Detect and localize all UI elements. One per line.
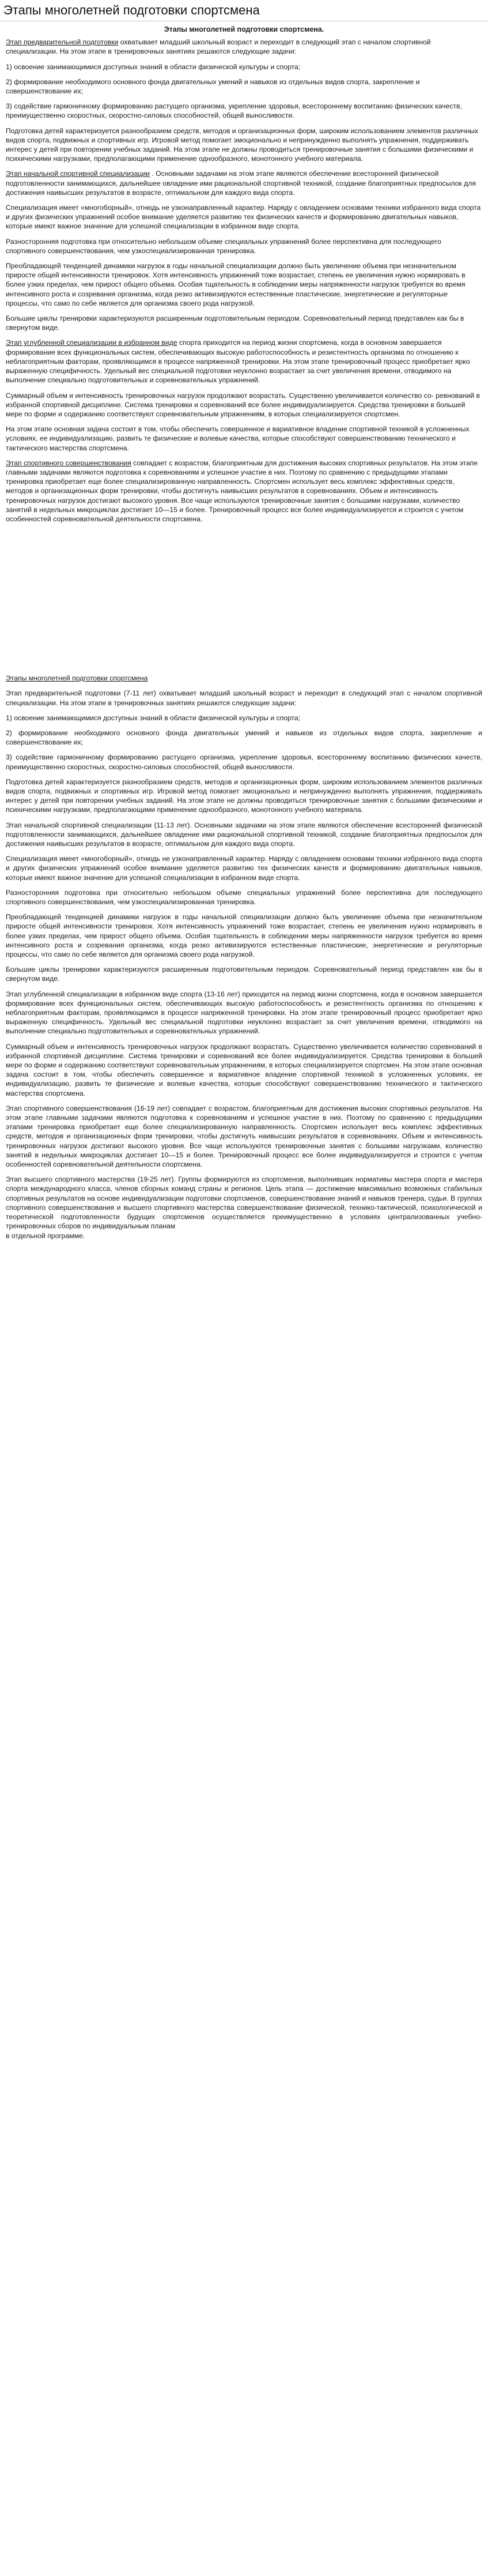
paragraph-load-dynamics: Преобладающей тенденцией динамики нагрузок в годы начальной специализации должно быть увеличение объема при незначительном приросте общей интенсивности тренировок. Хотя интенсивность упражнений тоже возрастает, степень ее увеличения нужно нормировать в более узких пределах, чем прирост общего объема. Особая тщательность в соблюдении меры напряженности нагрузок требуется во время интенсивного роста и созревания организма, когда резко активизируются естественные пластические, энергетические и регуляторные процессы, что само по себе является для организма своего рода нагрузкой.	[6, 262, 466, 307]
s2-task-item-3: 3) содействие гармоничному формированию растущего организма, укрепление здоровья, всестороннему воспитанию физических качеств, преимущественно скоростных, скоростно-силовых способностей, общей выносливости.	[6, 753, 482, 771]
section2-heading: Этапы многолетней подготовки спортсмена	[6, 674, 148, 683]
paragraph-preliminary-stage	[6, 37, 482, 56]
s2-paragraph-cycles: Большие циклы тренировки характеризуются расширенным подготовительным периодом. Соревновательный период представлен как бы в свернутом виде.	[6, 965, 482, 983]
s2-paragraph-children-training: Подготовка детей характеризуется разнообразием средств, методов и организационных форм, широким использованием элементов различных видов спорта, подвижных и спортивных игр. Игровой метод помогает эмоционально и непринужденно выполнять упражнения, поддерживать интерес у детей при повторении учебных заданий. На этом этапе не должны проводиться тренировочные занятия с большими физическими и психическими нагрузками, предполагающими применение однообразного, монотонного учебного материала.	[6, 777, 482, 814]
paragraph-initial-specialization	[6, 169, 482, 197]
s2-paragraph-improvement: Этап спортивного совершенствования (16-19 лет) совпадает с возрастом, благоприятным для достижения высоких спортивных результатов. На этом этапе главными задачами являются подготовка к соревнованиям и успешное участие в них. Поэтому по сравнению с предыдущими этапами тренировка приобретает еще более специализированную направленность. Спортсмен использует весь комплекс эффективных средств, методов и организационных форм тренировки, чтобы достигнуть наивысших результатов в соревнованиях. Объем и интенсивность тренировочных нагрузок достигают высокого уровня. Все чаще используются тренировочные занятия с большими нагрузками, количество занятий в недельных микроциклах достигает 10—15 и более. Тренировочный процесс все более индивидуализируется и строится с учетом особенностей соревновательной деятельности спортсмена.	[6, 1104, 482, 1169]
task-item-2: 2) формирование необходимого основного фонда двигательных умений и навыков из отдельных видов спорта, закрепление и совершенствование их;	[6, 77, 420, 96]
paragraph-text: . Основными задачами на этом этапе являются обеспечение всесторонней физической подготовленности занимающихся, дальнейшее овладение ими рациональной спортивной техникой, создание благоприятных предпосылок для достижения наивысших результатов в возрасте, оптимальном для каждого вида спорта.	[6, 170, 476, 197]
page-title: Этапы многолетней подготовки спортсмена	[0, 0, 488, 21]
blank-space	[6, 529, 482, 674]
s2-paragraph-mastery: Этап высшего спортивного мастерства (19-25 лет). Группы формируются из спортсменов, выполнивших нормативы мастера спорта и мастера спорта международного класса, членов сборных команд страны и регионов. Цель этапа — достижение максимально возможных стабильных спортивных результатов на основе индивидуализации подготовки спортсменов, совершенствование знаний и навыков тренера, судьи. В группах спортивного совершенствования и высшего спортивного мастерства совершенствование физической, технико-тактической, психологической и теоретической подготовленности будущих спортсменов осуществляется преимущественно в условиях централизованных учебно-тренировочных сборов по индивидуальным планам	[6, 1175, 482, 1231]
article-body	[0, 21, 488, 1252]
task-item-3: 3) содействие гармоничному формированию растущего организма, укрепление здоровья, всестороннему воспитанию физических качеств, преимущественно скоростных, скоростно-силовых способностей, общей выносливости.	[6, 102, 462, 120]
paragraph-training-cycles: Большие циклы тренировки характеризуются расширенным подготовительным периодом. Соревновательный период представлен как бы в свернутом виде.	[6, 314, 464, 332]
s2-paragraph-initial: Этап начальной спортивной специализации (11-13 лет). Основными задачами на этом этапе являются обеспечение всесторонней физической подготовленности занимающихся, дальнейшее овладение ими рациональной спортивной техникой, создание благоприятных предпосылок для достижения наивысших результатов в возрасте, оптимальном для каждого вида спорта.	[6, 821, 482, 848]
stage-name-deep: Этап углубленной специализации в избранном виде	[6, 339, 177, 347]
paragraph-text: совпадает с возрастом, благоприятным для достижения высоких спортивных результатов. На этом этапе главными задачами являются подготовка к соревнованиям и успешное участие в них. Поэтому по сравнению с предыдущими этапами тренировка приобретает еще более специализированную направленность. Спортсмен использует весь комплекс эффективных средств, методов и организационных форм тренировки, чтобы достигнуть наивысших результатов в соревнованиях. Объем и интенсивность тренировочных нагрузок достигают высокого уровня. Все чаще используются тренировочные занятия с большими нагрузками, количество занятий в недельных микроциклах достигает 10—15 и более. Тренировочный процесс все более индивидуализируется и строится с учетом особенностей соревновательной деятельности спортсмена.	[6, 458, 478, 523]
s2-paragraph-diverse: Разносторонняя подготовка при относительно небольшом объеме специальных упражнений более перспективна для последующего спортивного совершенствования, чем узкоспециализированная тренировка.	[6, 888, 482, 906]
paragraph-sport-improvement	[6, 458, 482, 524]
paragraph-main-task: На этом этапе основная задача состоит в том, чтобы обеспечить совершенное и вариативное владение спортивной техникой в усложненных условиях, ее индивидуализацию, развить те физические и волевые качества, которые способствуют совершенствованию технического и тактического мастерства спортсмена.	[6, 425, 470, 452]
s2-paragraph-deep: Этап углубленной специализации в избранном виде спорта (13-16 лет) приходится на период жизни спортсмена, когда в основном завершается формирование всех функциональных систем, обеспечивающих высокую работоспособность и резистентность организма по отношению к неблагоприятным факторам, проявляющимся в процессе напряженной тренировки. На этом этапе тренировочный процесс приобретает ярко выраженную специфичность. Удельный вес специальной подготовки неуклонно возрастает за счет увеличения времени, отводимого на выполнение специально подготовительных и соревновательных упражнений.	[6, 990, 482, 1036]
s2-paragraph-preliminary: Этап предварительной подготовки (7-11 лет) охватывает младший школьный возраст и переходит в следующий этап с началом спортивной специализации. На этом этапе в тренировочных занятиях решаются следующие задачи:	[6, 689, 482, 707]
paragraph-deep-specialization	[6, 338, 482, 385]
stage-name-preliminary: Этап предварительной подготовки	[6, 38, 119, 47]
stage-name-improvement: Этап спортивного совершенствования	[6, 458, 131, 467]
paragraph-text: спорта приходится на период жизни спортсмена, когда в основном завершается формирование всех функциональных систем, обеспечивающих высокую работоспособность и резистентность организма по отношению к неблагоприятным факторам, проявляющимся в процессе напряженной тренировки. На этом этапе тренировочный процесс приобретает ярко выраженную специфичность. Удельный вес специальной подготовки неуклонно возрастает за счет увеличения времени, отводимого на выполнение специально подготовительных и соревновательных упражнений.	[6, 339, 470, 385]
s2-task-item-2: 2) формирование необходимого основного фонда двигательных умений и навыков из отдельных видов спорта, закрепление и совершенствование их;	[6, 728, 482, 747]
s2-paragraph-load-dynamics: Преобладающей тенденцией динамики нагрузок в годы начальной специализации должно быть увеличение объема при незначительном приросте общей интенсивности тренировок. Хотя интенсивность упражнений тоже возрастает, степень ее увеличения нужно нормировать в более узких пределах, чем прирост общего объема. Особая тщательность в соблюдении меры напряженности нагрузок требуется во время интенсивного роста и созревания организма, когда резко активизируются естественные пластические, энергетические и регуляторные процессы, что само по себе является для организма своего рода нагрузкой.	[6, 913, 482, 959]
article-heading: Этапы многолетней подготовки спортсмена.	[164, 25, 324, 33]
paragraph-children-training: Подготовка детей характеризуется разнообразием средств, методов и организационных форм, широким использованием элементов различных видов спорта, подвижных и спортивных игр. Игровой метод помогает эмоционально и непринужденно выполнять упражнения, поддерживать интерес у детей при повторении учебных заданий. На этом этапе не должны проводиться тренировочные занятия с большими физическими и психическими нагрузками, предполагающими применение однообразного, монотонного учебного материала.	[6, 126, 478, 163]
s2-task-item-1: 1) освоение занимающимися доступных знаний в области физической культуры и спорта;	[6, 713, 301, 722]
s2-paragraph-volume: Суммарный объем и интенсивность тренировочных нагрузок продолжают возрастать. Существенно увеличивается количество соревнований в избранной спортивной дисциплине. Система тренировки и соревнований все более индивидуализируется. Средства тренировки в большей мере по форме и содержанию соответствуют соревновательным упражнениям, в которых специализируется спортсмен. На этом этапе основная задача состоит в том, чтобы обеспечить совершенное и вариативное владение спортивной техникой в усложненных условиях, ее индивидуализацию, развить те физические и волевые качества, которые способствуют совершенствованию технического и тактического мастерства спортсмена.	[6, 1042, 482, 1097]
task-item-1: 1) освоение занимающимися доступных знаний в области физической культуры и спорта;	[6, 62, 301, 71]
paragraph-load-volume: Суммарный объем и интенсивность тренировочных нагрузок продолжают возрастать. Существенно увеличивается количество со- ревнований в избранной спортивной дисциплине. Система тренировки и соревнований все более индивидуализируется. Средства тренировки в большей мере по форме и содержанию соответствуют соревновательным упражнениям, в которых специализируется спортсмен.	[6, 391, 480, 418]
stage-name-initial: Этап начальной спортивной специализации	[6, 170, 150, 178]
paragraph-diverse-training: Разносторонняя подготовка при относительно небольшом объеме специальных упражнений более перспективна для последующего спортивного совершенствования, чем узкоспециализированная тренировка.	[6, 237, 441, 255]
s2-paragraph-mastery-tail: в отдельной программе.	[6, 1231, 85, 1240]
paragraph-text: охватывает младший школьный возраст и переходит в следующий этап с началом спортивной специализации. На этом этапе в тренировочных занятиях решаются следующие задачи:	[6, 38, 431, 56]
s2-paragraph-multisport: Специализация имеет «многоборный», отнюдь не узконаправленный характер. Наряду с овладением основами техники избранного вида спорта и других физических упражнений особое внимание уделяется развитию тех физических качеств и формированию двигательных навыков, которые имеют важное значение для успешной специализации в избранном виде спорта.	[6, 855, 482, 882]
paragraph-multisport: Специализация имеет «многоборный», отнюдь не узконаправленный характер. Наряду с овладением основами техники избранного вида спорта и других физических упражнений особое внимание уделяется развитию тех физических качеств и формированию двигательных навыков, которые имеют важное значение для успешной специализации в избранном виде спорта.	[6, 204, 481, 231]
